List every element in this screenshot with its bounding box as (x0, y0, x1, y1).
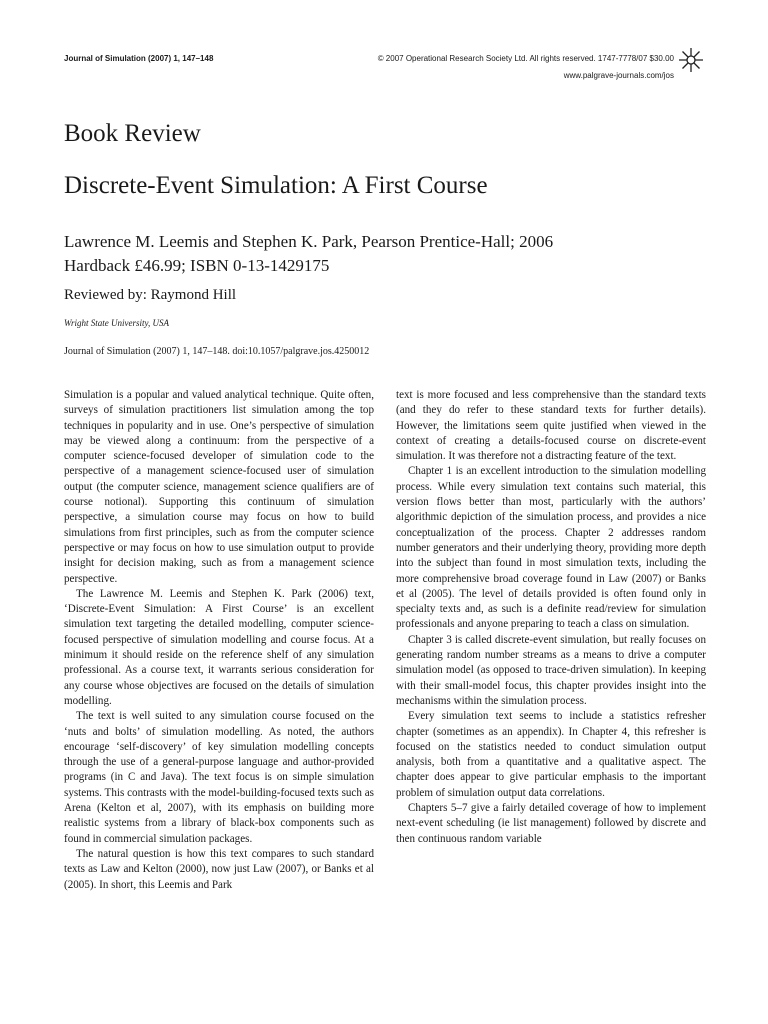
reviewer-affiliation: Wright State University, USA (64, 318, 169, 328)
book-title: Discrete-Event Simulation: A First Course (64, 172, 488, 199)
paragraph: The text is well suited to any simulation course focused on the ‘nuts and bolts’ of simulation modelling. As noted, the authors encourage ‘self-discovery’ of key simulation modelling concepts through the use of a general-purpose language and author-provided programs (in C and Java). The text focus is on simple simulation systems. This contrasts with the model-building-focused texts such as Arena (Kelton et al, 2007), with its emphasis on building more realistic systems from a library of black-box components such as found in commercial simulation packages. (64, 710, 374, 845)
section-title: Book Review (64, 120, 201, 147)
book-authors-publisher: Lawrence M. Leemis and Stephen K. Park, Pearson Prentice-Hall; 2006 (64, 232, 554, 251)
paragraph: Chapters 5–7 give a fairly detailed coverage of how to implement next-event scheduling (ie list management) followed by discrete and then continuous random variable (396, 802, 706, 845)
paragraph: The Lawrence M. Leemis and Stephen K. Park (2006) text, ‘Discrete-Event Simulation: A First Course’ is an excellent simulation text targeting the detailed modelling, computer science-focused perspective of simulation modelling and course focus. At a minimum it should reside on the reference shelf of any simulation professional. As a course text, it warrants serious consideration for any course whose objectives are focused on the details of simulation modelling. (64, 587, 374, 707)
paragraph: The natural question is how this text compares to such standard texts as Law and Kelton (2000), now just Law (2007), or Banks et al (2005). In short, this Leemis and Park (64, 847, 374, 891)
journal-url[interactable]: www.palgrave-journals.com/jos (563, 71, 674, 80)
paragraph: Chapter 3 is called discrete-event simulation, but really focuses on generating random number streams as a means to drive a computer simulation model (as opposed to trace-driven simulation). In keeping with their small-model focus, this chapter provides insight into the mechanisms within the simulation process. (396, 633, 706, 707)
paragraph: text is more focused and less comprehensive than the standard texts (and they do refer to these standard texts for further details). However, the limitations seem quite justified when viewed in the context of creating a details-focused course on discrete-event simulation. It was therefore not a distracting feature of the text. (396, 389, 706, 463)
paragraph: Every simulation text seems to include a statistics refresher chapter (sometimes as an appendix). In Chapter 4, this refresher is focused on the statistics needed to conduct simulation output analysis, both from a quantitative and a qualitative aspect. The chapter does appear to give particular emphasis to the important problem of simulation output data correlations. (396, 710, 706, 799)
book-price-isbn: Hardback £46.99; ISBN 0-13-1429175 (64, 256, 330, 275)
article-citation: Journal of Simulation (2007) 1, 147–148. doi:10.1057/palgrave.jos.4250012 (64, 346, 370, 357)
body-column-left (64, 388, 374, 893)
reviewer-line: Reviewed by: Raymond Hill (64, 287, 237, 303)
paragraph: Simulation is a popular and valued analytical technique. Quite often, surveys of simulation practitioners list simulation among the top techniques in popularity and in use. One’s perspective of simulation may be viewed along a continuum: from the perspective of a computer science-focused developer of simulation code to the perspective of a management science-focused user of simulation output (the computer science, management science qualifiers are of course notional). Supporting this continuum of simulation perspective, a simulation course may focus on how to build simulations from first principles, such as from the computer science perspective or may focus on how to use simulation output to provide insight for decision making, such as from a management science perspective. (64, 389, 374, 585)
paragraph: Chapter 1 is an excellent introduction to the simulation modelling process. While every simulation text contains such material, this version flows better than most, particularly with the authors’ algorithmic depiction of the simulation process, and provides a nice conceptualization of the process. Chapter 2 addresses random number generators and their underlying theory, providing more depth into the subject than found in most simulation texts, including the more comprehensive broad coverage found in Law (2007) or Banks et al (2005). The level of details provided is often found only in specialty texts and, as such is a definite read/review for simulation professionals and anyone preparing to teach a class on simulation. (396, 465, 706, 631)
body-column-right (396, 388, 706, 847)
copyright-line: © 2007 Operational Research Society Ltd. All rights reserved. 1747-7778/07 $30.00 (377, 54, 674, 63)
journal-header: Journal of Simulation (2007) 1, 147–148 (64, 54, 214, 63)
publisher-star-logo-icon (678, 47, 704, 73)
